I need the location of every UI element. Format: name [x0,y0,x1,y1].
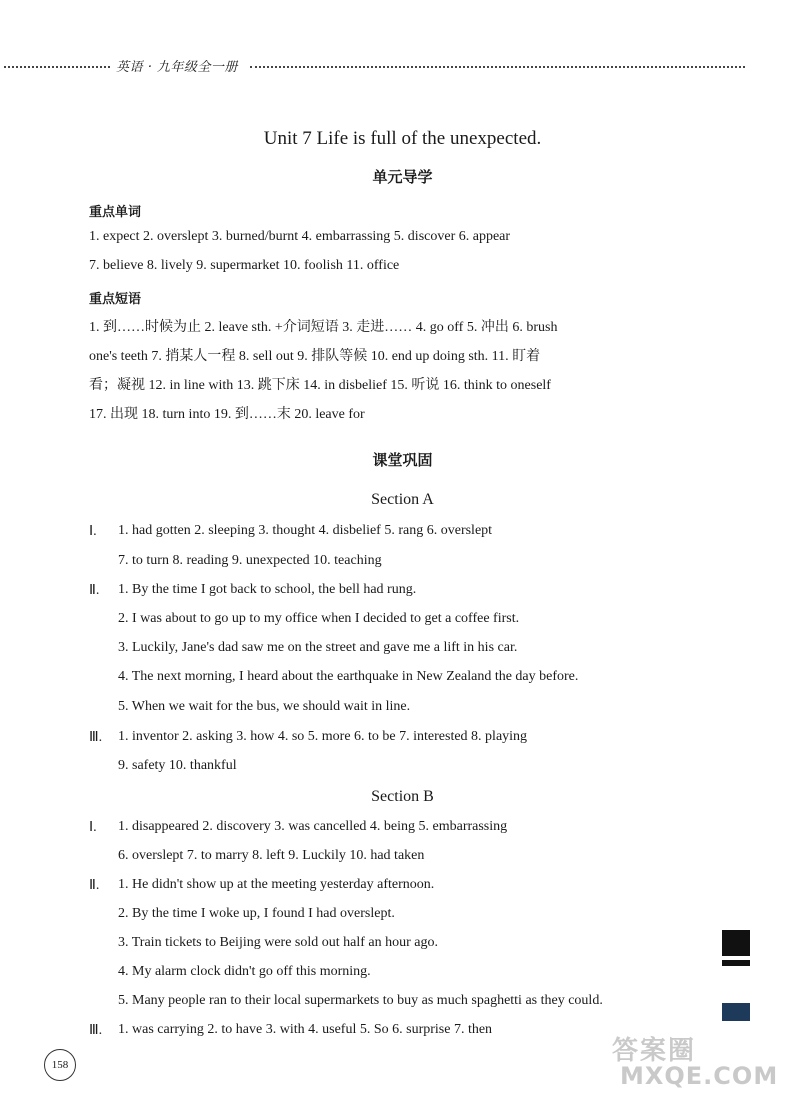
unit-title: Unit 7 Life is full of the unexpected. [263,128,542,149]
section-a-roman-3: Ⅲ. [89,730,103,745]
answer-line: 6. overslept 7. to marry 8. left 9. Luckily 10. had taken [118,848,425,863]
phrases-line: 1. 到……时候为止 2. leave sth. +介词短语 3. 走进…… 4. go off 5. 冲出 6. brush [89,320,558,335]
answer-line: 1. had gotten 2. sleeping 3. thought 4. disbelief 5. rang 6. overslept [118,523,493,538]
vocab-line: 1. expect 2. overslept 3. burned/burnt 4. embarrassing 5. discover 6. appear [89,229,511,244]
watermark-logo: 答案圈 [612,1036,697,1066]
edge-tab-mark [722,1003,750,1021]
watermark-url: MXQE.COM [620,1062,779,1090]
vocab-line: 7. believe 8. lively 9. supermarket 10. foolish 11. office [89,258,400,273]
answer-line: 5. When we wait for the bus, we should wait in line. [118,699,411,714]
phrases-line: 17. 出现 18. turn into 19. 到……末 20. leave for [89,407,365,422]
answer-line: 7. to turn 8. reading 9. unexpected 10. teaching [118,553,382,568]
section-b-roman-1: Ⅰ. [89,820,97,835]
answer-line: 2. By the time I woke up, I found I had overslept. [118,906,395,921]
vocab-heading: 重点单词 [89,205,142,220]
section-b-heading: Section B [371,788,434,805]
phrases-line: 看；凝视 12. in line with 13. 跳下床 14. in disbelief 15. 听说 16. think to oneself [89,378,551,393]
section-b-roman-3: Ⅲ. [89,1023,103,1038]
practice-heading: 课堂巩固 [372,451,433,469]
answer-line: 1. By the time I got back to school, the bell had rung. [118,582,417,597]
phrases-line: one's teeth 7. 捎某人一程 8. sell out 9. 排队等候 10. end up doing sth. 11. 盯着 [89,349,541,364]
answer-line: 1. inventor 2. asking 3. how 4. so 5. more 6. to be 7. interested 8. playing [118,729,528,744]
header-dotted-rule-right [250,66,745,68]
running-header [0,56,750,76]
header-dotted-rule-left [4,66,110,68]
answer-line: 5. Many people ran to their local supermarkets to buy as much spaghetti as they could. [118,993,603,1008]
header-title: 英语 · 九年级全一册 [116,60,238,75]
guide-heading: 单元导学 [372,168,433,186]
page-number: 158 [44,1049,76,1081]
phrases-heading: 重点短语 [89,292,142,307]
answer-line: 3. Luckily, Jane's dad saw me on the street and gave me a lift in his car. [118,640,518,655]
answer-line: 2. I was about to go up to my office when I decided to get a coffee first. [118,611,520,626]
section-b-roman-2: Ⅱ. [89,878,100,893]
answer-line: 9. safety 10. thankful [118,758,237,773]
answer-line: 4. The next morning, I heard about the earthquake in New Zealand the day before. [118,669,579,684]
section-a-heading: Section A [371,491,434,508]
answer-line: 1. He didn't show up at the meeting yesterday afternoon. [118,877,435,892]
answer-line: 1. was carrying 2. to have 3. with 4. useful 5. So 6. surprise 7. then [118,1022,493,1037]
edge-tab-mark [722,960,750,966]
section-a-roman-2: Ⅱ. [89,583,100,598]
answer-line: 1. disappeared 2. discovery 3. was cancelled 4. being 5. embarrassing [118,819,508,834]
answer-line: 3. Train tickets to Beijing were sold out half an hour ago. [118,935,439,950]
answer-line: 4. My alarm clock didn't go off this morning. [118,964,371,979]
edge-tab-mark [722,930,750,956]
section-a-roman-1: Ⅰ. [89,524,97,539]
